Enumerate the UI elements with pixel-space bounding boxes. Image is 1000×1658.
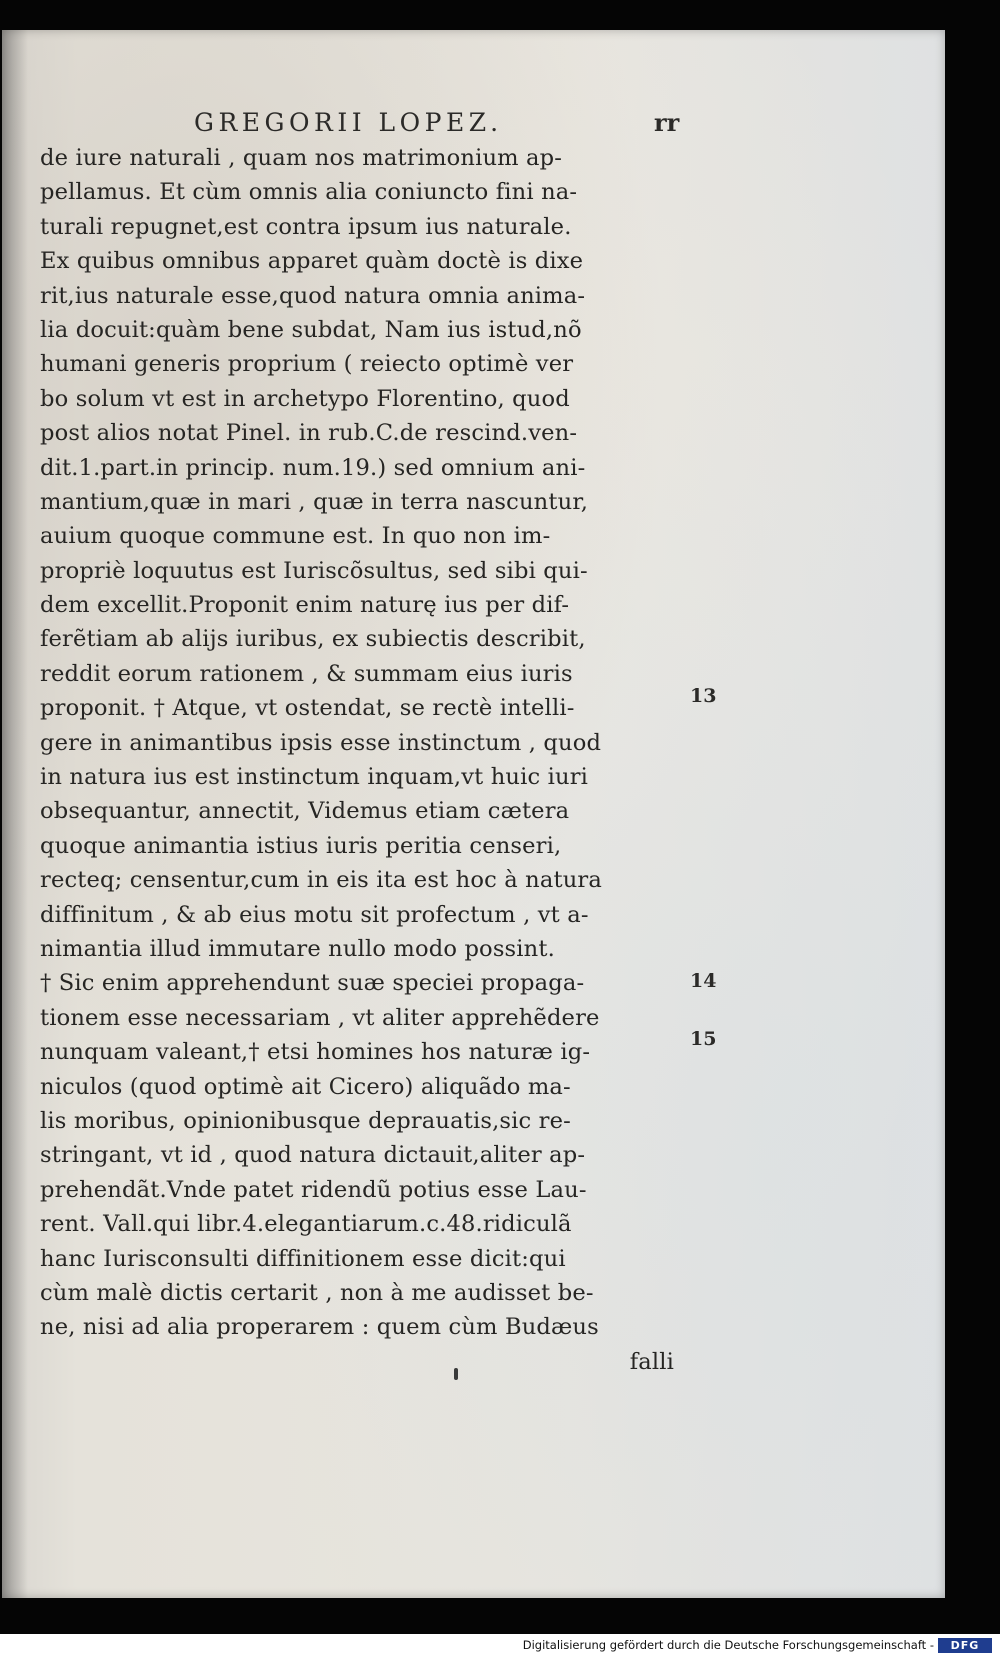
running-head <box>2 108 945 142</box>
text-line: nunquam valeant,† etsi homines hos naturæ ig- <box>40 1039 591 1066</box>
text-line: in natura ius est instinctum inquam,vt huic iuri <box>40 764 589 791</box>
text-line: humani generis proprium ( reiecto optimè ver <box>40 351 574 378</box>
text-line: dem excellit.Proponit enim naturę ius per dif- <box>40 592 570 619</box>
footer-credit-text: Digitalisierung gefördert durch die Deutsche Forschungsgemeinschaft - <box>522 1638 934 1652</box>
ink-speck <box>454 1368 458 1380</box>
folio-number: rr <box>654 108 680 137</box>
text-line: bo solum vt est in archetypo Florentino, quod <box>40 385 570 412</box>
text-line: rit,ius naturale esse,quod natura omnia anima- <box>40 282 586 309</box>
text-line: falli <box>629 1348 674 1375</box>
text-line: reddit eorum rationem , & summam eius iuris <box>40 660 573 687</box>
digitization-footer <box>0 1634 1000 1658</box>
text-line: quoque animantia istius iuris peritia censeri, <box>40 832 562 859</box>
text-line: nimantia illud immutare nullo modo possint. <box>40 935 555 962</box>
text-line: turali repugnet,est contra ipsum ius naturale. <box>40 213 572 240</box>
book-page <box>2 30 945 1598</box>
text-line: tionem esse necessariam , vt aliter apprehẽdere <box>40 1004 600 1031</box>
gutter-shadow <box>2 30 28 1598</box>
text-line: lia docuit:quàm bene subdat, Nam ius istud,nõ <box>40 316 582 343</box>
marginal-number: 15 <box>690 1028 717 1050</box>
text-line: obsequantur, annectit, Videmus etiam cætera <box>40 798 570 825</box>
running-head-title: GREGORII LOPEZ. <box>194 108 503 137</box>
text-line: rent. Vall.qui libr.4.elegantiarum.c.48.ridiculã <box>40 1211 572 1238</box>
text-line: cùm malè dictis certarit , non à me audisset be- <box>40 1279 594 1306</box>
text-line: ne, nisi ad alia properarem : quem cùm Budæus <box>40 1314 599 1341</box>
text-line: prehendãt.Vnde patet ridendũ potius esse Lau- <box>40 1176 587 1203</box>
dfg-logo: DFG <box>938 1638 992 1653</box>
text-line: gere in animantibus ipsis esse instinctum , quod <box>40 729 602 756</box>
text-line: hanc Iurisconsulti diffinitionem esse dicit:qui <box>40 1245 566 1272</box>
text-line: de iure naturali , quam nos matrimonium ap- <box>40 145 563 171</box>
text-line: Ex quibus omnibus apparet quàm doctè is dixe <box>40 248 584 275</box>
text-line: diffinitum , & ab eius motu sit profectum , vt a- <box>40 901 589 928</box>
text-line: post alios notat Pinel. in rub.C.de rescind.ven- <box>40 420 578 447</box>
text-line: recteq; censentur,cum in eis ita est hoc à natura <box>40 867 602 894</box>
marginal-number: 14 <box>690 970 717 992</box>
text-line: mantium,quæ in mari , quæ in terra nascuntur, <box>40 488 589 515</box>
text-line: ferẽtiam ab alijs iuribus, ex subiectis describit, <box>40 626 586 653</box>
text-line: niculos (quod optimè ait Cicero) aliquãdo ma- <box>40 1073 571 1100</box>
text-line: † Sic enim apprehendunt suæ speciei propaga- <box>40 970 585 997</box>
text-line: propriè loquutus est Iuriscõsultus, sed sibi qui- <box>40 557 588 584</box>
text-line: auium quoque commune est. In quo non im- <box>40 523 551 550</box>
text-line: pellamus. Et cùm omnis alia coniunctо fini na- <box>40 179 578 206</box>
text-line: stringant, vt id , quod natura dictauit,aliter ap- <box>40 1142 586 1169</box>
text-line: lis moribus, opinionibusque deprauatis,sic re- <box>40 1107 571 1134</box>
text-line: proponit. † Atque, vt ostendat, se rectè intelli- <box>40 695 575 722</box>
text-line: dit.1.part.in princip. num.19.) sed omnium ani- <box>40 454 586 481</box>
body-text <box>40 141 676 1379</box>
marginal-number: 13 <box>690 685 717 707</box>
